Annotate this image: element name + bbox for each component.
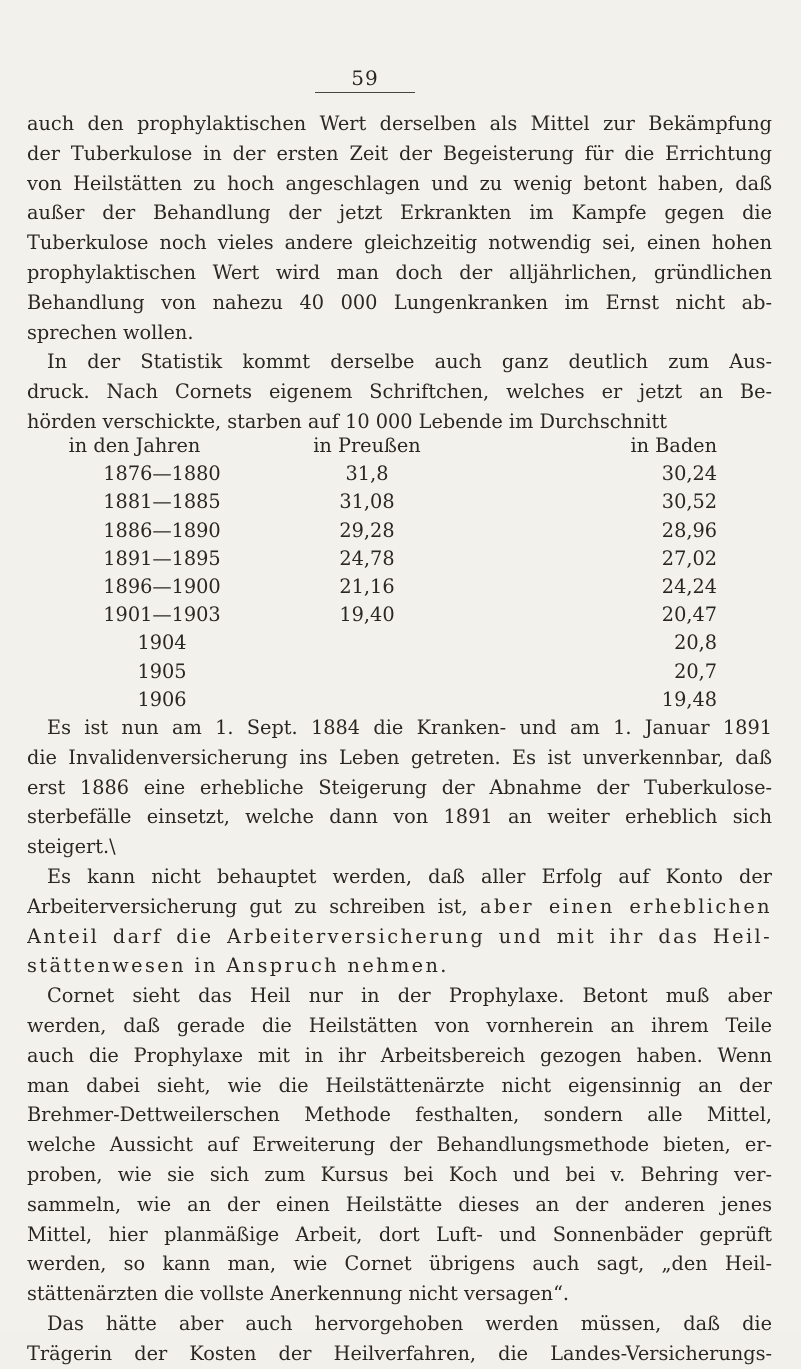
text-line: proben, wie sie sich zum Kursus bei Koch und bei v. Behring ver- xyxy=(27,1162,772,1186)
table-row xyxy=(27,601,772,629)
text-line: auch die Prophylaxe mit in ihr Arbeitsbereich gezogen haben. Wenn xyxy=(27,1043,772,1067)
body-text-bottom xyxy=(27,713,772,1369)
column-header-years: in den Jahren xyxy=(68,434,201,457)
text-line: Tuberkulose noch vieles andere gleichzeitig notwendig sei, einen hohen xyxy=(27,231,772,255)
period-cell: 1876—1880 xyxy=(103,462,221,486)
text-line: Brehmer-Dettweilerschen Methode festhalten, sondern alle Mittel, xyxy=(27,1103,772,1127)
text-line: sammeln, wie an der einen Heilstätte dieses an der anderen jenes xyxy=(27,1192,772,1216)
period-cell: 1906 xyxy=(137,687,187,711)
baden-cell: 19,48 xyxy=(661,687,717,711)
text-line: werden, daß gerade die Heilstätten von vornherein an ihrem Teile xyxy=(27,1013,772,1037)
prussia-cell xyxy=(242,686,492,714)
text-line: sterbefälle einsetzt, welche dann von 1891 an weiter erheblich sich xyxy=(27,805,772,829)
text-line: In der Statistik kommt derselbe auch ganz deutlich zum Aus- xyxy=(47,350,772,374)
baden-cell: 20,8 xyxy=(674,631,717,655)
text-line: stättenärzten die vollste Anerkennung nicht versagen“. xyxy=(27,1282,570,1306)
text-line: hörden verschickte, starben auf 10 000 Lebende im Durchschnitt xyxy=(27,409,668,433)
baden-cell: 30,52 xyxy=(661,490,717,514)
text-line: welche Aussicht auf Erweiterung der Behandlungsmethode bieten, er- xyxy=(27,1133,772,1157)
emphasized-line: Anteil darf die Arbeiterversicherung und mit ihr das Heil- xyxy=(27,924,772,948)
text-line: prophylaktischen Wert wird man doch der alljährlichen, gründlichen xyxy=(27,260,772,284)
table-row xyxy=(27,488,772,516)
text-line: Es kann nicht behauptet werden, daß aller Erfolg auf Konto der xyxy=(47,864,772,888)
text-line: man dabei sieht, wie die Heilstättenärzte nicht eigensinnig an der xyxy=(27,1073,772,1097)
table-row xyxy=(27,629,772,657)
text-line: auch den prophylaktischen Wert derselben als Mittel zur Bekämpfung xyxy=(27,112,772,135)
period-cell: 1896—1900 xyxy=(103,575,221,599)
period-cell: 1886—1890 xyxy=(103,518,221,542)
table-row xyxy=(27,545,772,573)
table-row xyxy=(27,658,772,686)
text-line: steigert.\ xyxy=(27,835,116,859)
baden-cell: 20,7 xyxy=(674,659,717,683)
text-line: sprechen wollen. xyxy=(27,320,194,344)
baden-cell: 24,24 xyxy=(661,575,717,599)
table-row xyxy=(27,686,772,714)
text-line: Trägerin der Kosten der Heilverfahren, die Landes-Versicherungs- xyxy=(27,1341,772,1365)
prussia-cell: 31,8 xyxy=(345,462,389,486)
prussia-cell: 31,08 xyxy=(339,490,395,514)
text-line: Es ist nun am 1. Sept. 1884 die Kranken- und am 1. Januar 1891 xyxy=(47,716,772,739)
baden-cell: 20,47 xyxy=(661,603,717,627)
text-line: die Invalidenversicherung ins Leben getreten. Es ist unverkennbar, daß xyxy=(27,745,772,769)
period-cell: 1891—1895 xyxy=(103,546,221,570)
text-line: der Tuberkulose in der ersten Zeit der Begeisterung für die Errichtung xyxy=(27,141,772,165)
text-line: werden, so kann man, wie Cornet übrigens auch sagt, „den Heil- xyxy=(27,1252,772,1276)
page-number: 59 xyxy=(315,66,415,93)
text-line: Das hätte aber auch hervorgehoben werden müssen, daß die xyxy=(47,1311,772,1335)
body-text-top xyxy=(27,109,772,437)
baden-cell: 28,96 xyxy=(661,518,717,542)
text-line: Cornet sieht das Heil nur in der Prophylaxe. Betont muß aber xyxy=(47,984,772,1008)
mortality-table xyxy=(27,432,772,714)
prussia-cell: 29,28 xyxy=(339,518,395,542)
table-row xyxy=(27,460,772,488)
prussia-cell: 19,40 xyxy=(339,603,395,627)
table-row xyxy=(27,573,772,601)
text-fragment: Arbeiterversicherung gut zu schreiben ist, xyxy=(27,894,468,918)
text-line: erst 1886 eine erhebliche Steigerung der Abnahme der Tuberkulose- xyxy=(27,775,772,799)
emphasized-line: stättenwesen in Anspruch nehmen. xyxy=(27,954,449,978)
prussia-cell xyxy=(242,629,492,657)
table-row xyxy=(27,517,772,545)
column-header-prussia: in Preußen xyxy=(313,434,421,457)
prussia-cell: 21,16 xyxy=(339,575,395,599)
period-cell: 1905 xyxy=(137,659,187,683)
table-header-row xyxy=(27,432,772,460)
text-line: von Heilstätten zu hoch angeschlagen und zu wenig betont haben, daß xyxy=(27,171,772,195)
prussia-cell xyxy=(242,658,492,686)
text-line: Behandlung von nahezu 40 000 Lungenkranken im Ernst nicht ab- xyxy=(27,290,772,314)
text-line xyxy=(27,892,772,922)
text-line: druck. Nach Cornets eigenem Schriftchen, welches er jetzt an Be- xyxy=(27,380,772,404)
emphasized-text: aber einen erheblichen xyxy=(479,894,772,918)
baden-cell: 27,02 xyxy=(661,546,717,570)
column-header-baden: in Baden xyxy=(630,434,717,457)
baden-cell: 30,24 xyxy=(661,462,717,486)
period-cell: 1904 xyxy=(137,631,187,655)
text-line: außer der Behandlung der jetzt Erkrankten im Kampfe gegen die xyxy=(27,201,772,225)
prussia-cell: 24,78 xyxy=(339,546,395,570)
period-cell: 1881—1885 xyxy=(103,490,221,514)
text-line: Mittel, hier planmäßige Arbeit, dort Luft- und Sonnenbäder geprüft xyxy=(27,1222,772,1246)
period-cell: 1901—1903 xyxy=(103,603,221,627)
